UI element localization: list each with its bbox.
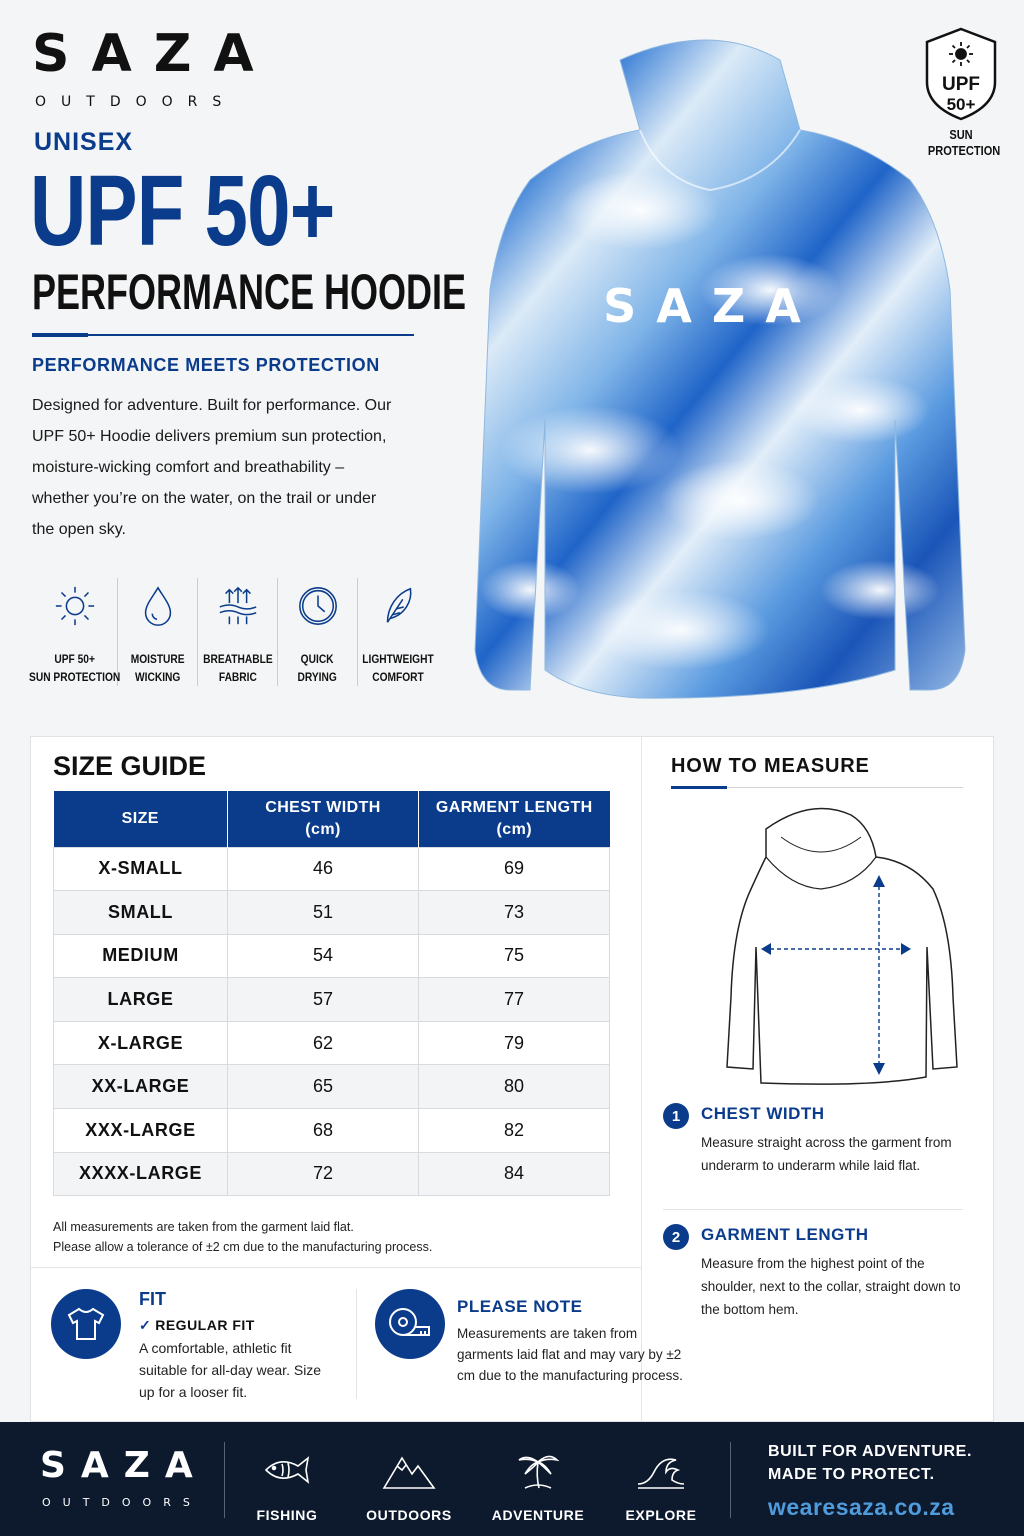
badge-caption: SUN PROTECTION (927, 127, 1001, 158)
divider (224, 1442, 225, 1518)
website-link[interactable]: wearesaza.co.za (768, 1494, 955, 1520)
divider (730, 1442, 731, 1518)
step-description: Measure from the highest point of the shoulder, next to the collar, straight down to the bottom hem. (701, 1256, 961, 1317)
clock-icon (295, 584, 341, 628)
step-title: CHEST WIDTH (701, 1104, 825, 1123)
step-number: 1 (663, 1103, 689, 1129)
step-number: 2 (663, 1224, 689, 1250)
svg-text:UPF: UPF (942, 74, 980, 95)
step-description: Measure straight across the garment from underarm to underarm while laid flat. (701, 1135, 952, 1173)
please-note-title: PLEASE NOTE (457, 1297, 583, 1316)
tshirt-icon (51, 1289, 121, 1359)
wave-icon (634, 1448, 688, 1492)
footer (0, 1422, 1024, 1536)
footer-item-label: ADVENTURE (491, 1507, 585, 1523)
brand-subtitle: OUTDOORS (35, 94, 237, 110)
footer-item-label: OUTDOORS (366, 1507, 452, 1523)
table-row: SMALL 51 73 (54, 891, 610, 935)
column-header-chest: CHEST WIDTH (cm) (228, 791, 419, 847)
how-to-measure-title: HOW TO MEASURE (671, 755, 870, 777)
sun-icon (52, 584, 98, 628)
tagline: PERFORMANCE MEETS PROTECTION (32, 355, 380, 375)
table-header-row (54, 791, 610, 847)
measure-diagram (671, 797, 971, 1087)
step-title: GARMENT LENGTH (701, 1225, 869, 1244)
column-header-length: GARMENT LENGTH (cm) (419, 791, 610, 847)
divider (356, 1289, 357, 1399)
divider (32, 334, 414, 336)
feature-label: BREATHABLE FABRIC (202, 652, 273, 684)
upf-badge (922, 26, 1000, 159)
headline: UPF 50+ (30, 155, 335, 267)
divider (671, 787, 963, 788)
table-row: XX-LARGE 65 80 (54, 1065, 610, 1109)
feature-moisture-wicking (118, 578, 198, 686)
table-row: X-LARGE 62 79 (54, 1021, 610, 1065)
brand-logo (32, 24, 276, 110)
fit-description: A comfortable, athletic fit suitable for all-day wear. Size up for a looser fit. (139, 1340, 322, 1400)
fit-type: ✓ REGULAR FIT (139, 1317, 255, 1333)
feature-breathable (198, 578, 278, 686)
feature-label: QUICK DRYING (297, 652, 338, 684)
brand-subtitle: OUTDOORS (42, 1496, 202, 1509)
hoodie-image (440, 30, 1000, 710)
table-row: XXX-LARGE 68 82 (54, 1109, 610, 1153)
table-row: XXXX-LARGE 72 84 (54, 1152, 610, 1196)
footer-item-label: FISHING (256, 1507, 318, 1523)
feature-quick-drying (278, 578, 358, 686)
size-guide-title: SIZE GUIDE (53, 751, 207, 781)
droplet-icon (135, 584, 181, 628)
feature-label: UPF 50+ SUN PROTECTION (28, 652, 121, 684)
hoodie-print: SAZA (603, 279, 821, 333)
size-guide-card (30, 736, 994, 1422)
column-header-size: SIZE (54, 791, 228, 847)
feature-sun-protection (28, 578, 121, 686)
table-row: X-SMALL 46 69 (54, 847, 610, 891)
check-icon: ✓ (139, 1317, 152, 1333)
footer-item-label: EXPLORE (625, 1507, 697, 1523)
divider (663, 1209, 963, 1210)
feather-icon (375, 584, 421, 628)
footer-claim: BUILT FOR ADVENTURE. MADE TO PROTECT. (768, 1443, 972, 1483)
divider (641, 737, 642, 1423)
table-row: LARGE 57 77 (54, 978, 610, 1022)
palm-tree-icon (511, 1448, 565, 1492)
footer-item-fishing (232, 1448, 342, 1523)
feature-list (28, 578, 438, 686)
size-table (53, 791, 610, 1196)
divider (31, 1267, 641, 1268)
fit-title: FIT (139, 1289, 166, 1309)
airflow-icon (215, 584, 261, 628)
measuring-tape-icon (375, 1289, 445, 1359)
brand-name: SAZA (40, 1445, 208, 1486)
footer-item-adventure (483, 1448, 593, 1523)
brand-name: SAZA (32, 24, 276, 84)
feature-label: LIGHTWEIGHT COMFORT (362, 652, 434, 684)
product-title: PERFORMANCE HOODIE (32, 264, 467, 320)
footer-item-explore (606, 1448, 716, 1523)
fish-icon (260, 1448, 314, 1492)
feature-label: MOISTURE WICKING (130, 652, 185, 684)
intro-paragraph: Designed for adventure. Built for performance. Our UPF 50+ Hoodie delivers premium sun protection, moisture-wicking comfort and breathability – whether you’re on the water, on the trail or under the open sky. (32, 397, 392, 538)
footer-item-outdoors (354, 1448, 464, 1523)
size-guide-notes: All measurements are taken from the garment laid flat. Please allow a tolerance of ±2 cm due to the manufacturing process. (53, 1220, 433, 1254)
footer-brand-logo (40, 1445, 208, 1509)
please-note-description: Measurements are taken from garments laid flat and may vary by ±2 cm due to the manufacturing process. (457, 1326, 683, 1383)
kicker-label: UNISEX (34, 128, 134, 156)
table-row: MEDIUM 54 75 (54, 934, 610, 978)
feature-lightweight (358, 578, 438, 686)
svg-text:50+: 50+ (946, 95, 976, 114)
mountain-icon (382, 1448, 436, 1492)
shield-icon (923, 26, 999, 122)
